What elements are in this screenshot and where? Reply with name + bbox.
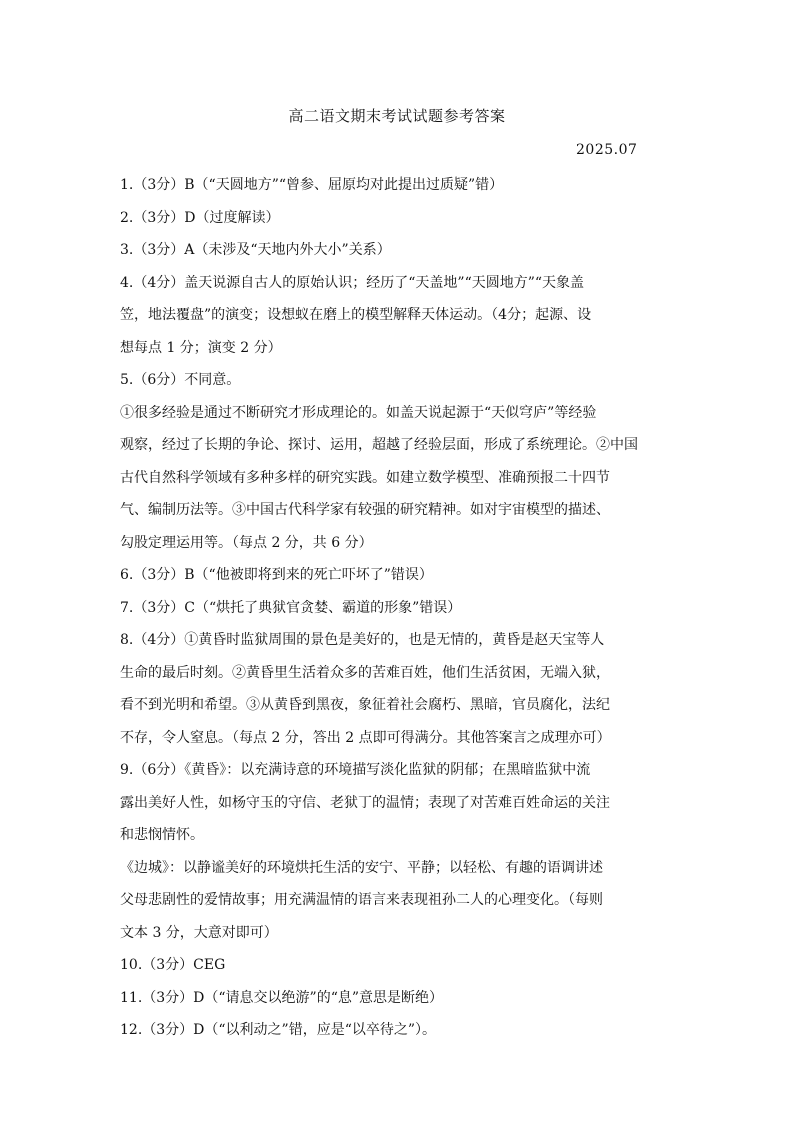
answer-line: ①很多经验是通过不断研究才形成理论的。如盖天说起源于“天似穹庐”等经验	[120, 404, 597, 421]
answer-line: 父母悲剧性的爱情故事；用充满温情的语言来表现祖孙二人的心理变化。（每则	[120, 892, 603, 908]
answer-line: 露出美好人性，如杨守玉的守信、老狱丁的温情；表现了对苦难百姓命运的关注	[120, 794, 610, 811]
answer-line: 9.（6分）《黄昏》：以充满诗意的环境描写淡化监狱的阴郁；在黑暗监狱中流	[120, 762, 591, 778]
answer-line: 和悲悯情怀。	[120, 827, 204, 843]
answer-line: 古代自然科学领域有多种多样的研究实践。如建立数学模型、准确预报二十四节	[120, 469, 610, 486]
answer-list	[120, 169, 680, 1047]
answer-line: 4.（4分）盖天说源自古人的原始认识；经历了“天盖地”“天圆地方”“天象盖	[120, 274, 585, 291]
answer-line: 7.（3分）C（“烘托了典狱官贪婪、霸道的形象”错误）	[120, 599, 462, 616]
answer-line: 看不到光明和希望。③从黄昏到黑夜，象征着社会腐朽、黑暗，官员腐化，法纪	[120, 697, 610, 713]
answer-line: 勾股定理运用等。（每点 2 分，共 6 分）	[120, 534, 373, 551]
answer-line: 文本 3 分，大意对即可）	[120, 924, 278, 941]
answer-line: 《边城》：以静谧美好的环境烘托生活的安宁、平静；以轻松、有趣的语调讲述	[120, 859, 603, 876]
answer-line: 5.（6分）不同意。	[120, 372, 241, 388]
answer-line: 10.（3分）CEG	[120, 957, 226, 973]
answer-line: 6.（3分）B（“他被即将到来的死亡吓坏了”错误）	[120, 567, 433, 583]
answer-line: 2.（3分）D（过度解读）	[120, 209, 280, 226]
answer-line: 想每点 1 分；演变 2 分）	[120, 339, 282, 356]
answer-line: 11.（3分）D（“请息交以绝游”的“息”意思是断绝）	[120, 989, 444, 1006]
answer-line: 1.（3分）B（“天圆地方”“曾参、屈原均对此提出过质疑”错）	[120, 177, 504, 193]
answer-line: 12.（3分）D（“以利动之”错，应是“以卒待之”）。	[120, 1022, 437, 1038]
document-title: 高二语文期末考试试题参考答案	[288, 107, 506, 125]
answer-line: 观察，经过了长期的争论、探讨、运用，超越了经验层面，形成了系统理论。②中国	[120, 437, 638, 453]
document-date: 2025.07	[576, 142, 638, 158]
answer-line: 气、编制历法等。③中国古代科学家有较强的研究精神。如对宇宙模型的描述、	[120, 502, 610, 518]
answer-line: 8.（4分）①黄昏时监狱周围的景色是美好的，也是无情的，黄昏是赵天宝等人	[120, 632, 605, 648]
answer-line: 生命的最后时刻。②黄昏里生活着众多的苦难百姓，他们生活贫困，无端入狱，	[120, 664, 610, 681]
answer-line: 笠，地法覆盘”的演变；设想蚁在磨上的模型解释天体运动。（4分；起源、设	[120, 307, 592, 323]
answer-line: 不存，令人窒息。（每点 2 分，答出 2 点即可得满分。其他答案言之成理亦可）	[120, 729, 611, 746]
answer-line: 3.（3分）A（未涉及“天地内外大小”关系）	[120, 242, 391, 258]
